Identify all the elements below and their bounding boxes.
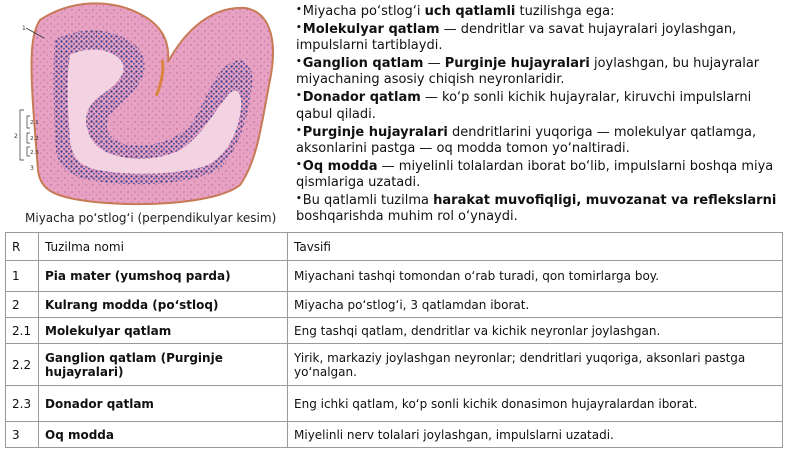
bullet-item: [296, 88, 788, 122]
table-row: [6, 292, 783, 318]
bullet-dot: •: [296, 159, 302, 170]
structure-description: Miyelinli nerv tolalari joylashgan, impulslarni uzatadi.: [288, 422, 783, 448]
bullet-dot: •: [296, 91, 302, 102]
bullet-text: boshqarishda muhim rol o‘ynaydi.: [296, 209, 518, 225]
structure-name: Oq modda: [39, 422, 288, 448]
bullet-item: [296, 191, 788, 225]
bullet-item: [296, 157, 788, 191]
figure-label-2-3: 2.3: [30, 150, 39, 156]
bullet-text: dendritlarini yuqoriga — molekulyar qatlamga, aksonlarini pastga — oq modda tomon yo‘naltiradi.: [296, 124, 757, 156]
bullet-bold-text: Purginje hujayralari: [302, 124, 448, 140]
bullet-text: Miyacha po‘stlog‘i: [302, 4, 425, 19]
row-number: 2.1: [6, 318, 39, 344]
table-row: [6, 344, 783, 386]
bullet-text: tuzilishga ega:: [515, 4, 615, 19]
structure-name: Ganglion qatlam (Purginje hujayralari): [39, 344, 288, 386]
bullet-text: — dendritlar va savat hujayralari joylashgan, impulslarni tartiblaydi.: [296, 22, 737, 54]
row-number: 2: [6, 292, 39, 318]
figure-caption: Miyacha po‘stlog‘i (perpendikulyar kesim): [25, 211, 277, 225]
column-header-r: R: [6, 233, 39, 261]
cerebellum-section-drawing: [0, 0, 282, 212]
structure-description: Yirik, markaziy joylashgan neyronlar; dendritlari yuqoriga, aksonlari pastga yo‘nalgan.: [288, 344, 783, 386]
row-number: 2.2: [6, 344, 39, 386]
structure-description: Eng tashqi qatlam, dendritlar va kichik neyronlar joylashgan.: [288, 318, 783, 344]
structure-name: Kulrang modda (po‘stloq): [39, 292, 288, 318]
bullet-item: [296, 54, 788, 88]
row-number: 2.3: [6, 386, 39, 422]
bullet-text: — ko‘p sonli kichik hujayralar, kiruvchi impulslarni qabul qiladi.: [296, 90, 752, 122]
bullet-item: [296, 2, 788, 20]
bullet-text: — miyelinli tolalardan iborat bo‘lib, impulslarni boshqa miya qismlariga uzatadi.: [296, 158, 774, 190]
structure-name: Pia mater (yumshoq parda): [39, 261, 288, 292]
bullet-bold-text: Oq modda: [302, 158, 378, 174]
bullet-bold-text: Ganglion qatlam: [302, 56, 424, 72]
bullet-bold-text: Purginje hujayralari: [444, 56, 590, 72]
bullet-text: Bu qatlamli tuzilma: [302, 193, 434, 209]
structure-description: Miyachani tashqi tomondan o‘rab turadi, qon tomirlarga boy.: [288, 261, 783, 292]
column-header-name: Tuzilma nomi: [39, 233, 288, 261]
bullet-dot: •: [296, 5, 302, 15]
bullet-bold-text: Molekulyar qatlam: [302, 22, 440, 38]
table-row: [6, 386, 783, 422]
structure-name: Donador qatlam: [39, 386, 288, 422]
table-row: [6, 422, 783, 448]
bullet-bold-text: Donador qatlam: [302, 90, 421, 106]
bullet-dot: •: [296, 194, 302, 205]
figure-label-1: 1: [22, 25, 26, 32]
bullet-text: joylashgan, bu hujayralar miyachaning asosiy chiqish neyronlaridir.: [296, 56, 760, 88]
figure-label-2-1: 2.1: [30, 120, 39, 126]
table-row: [6, 261, 783, 292]
bullet-dot: •: [296, 23, 302, 34]
table-row: [6, 318, 783, 344]
figure-label-3: 3: [30, 165, 34, 172]
bullet-dot: •: [296, 125, 302, 136]
bullet-bold-text: harakat muvofiqligi, muvozanat va reflekslarni: [433, 193, 777, 209]
row-number: 3: [6, 422, 39, 448]
bullet-list: [296, 2, 788, 232]
bullet-text: —: [423, 56, 445, 72]
figure-label-2-2: 2.2: [30, 136, 39, 142]
row-number: 1: [6, 261, 39, 292]
structure-description: Miyacha po‘stlog‘i, 3 qatlamdan iborat.: [288, 292, 783, 318]
bullet-item: [296, 20, 788, 54]
column-header-description: Tavsifi: [288, 233, 783, 261]
structure-name: Molekulyar qatlam: [39, 318, 288, 344]
figure-label-2: 2: [14, 133, 18, 140]
bullet-dot: •: [296, 57, 302, 68]
bullet-item: [296, 123, 788, 157]
structure-description: Eng ichki qatlam, ko‘p sonli kichik donasimon hujayralardan iborat.: [288, 386, 783, 422]
structure-table: [5, 232, 783, 448]
table-header-row: [6, 233, 783, 261]
bullet-bold-text: uch qatlamli: [424, 4, 516, 19]
cerebellum-histology-figure: [0, 0, 282, 212]
